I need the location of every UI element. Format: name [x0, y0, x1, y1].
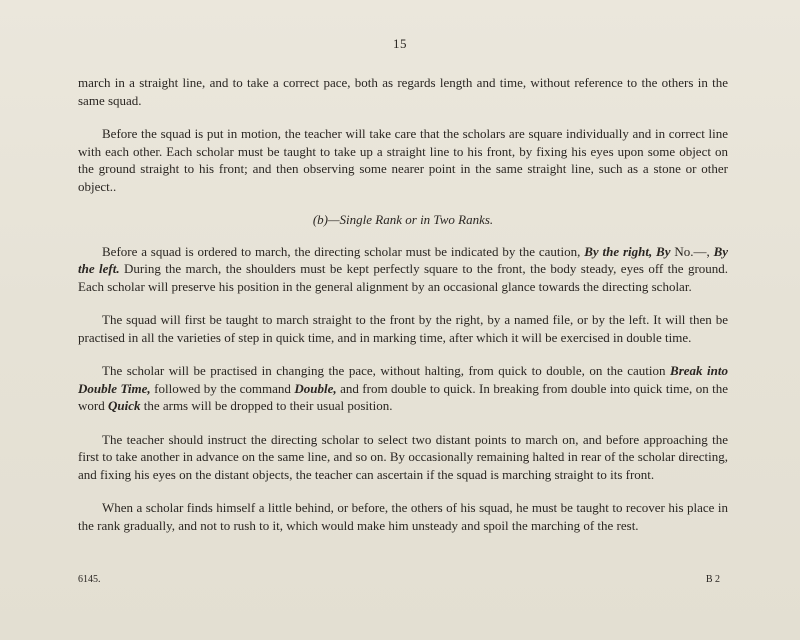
- page-footer: [78, 574, 728, 585]
- text-fragment: During the march, the shoulders must be kept perfectly square to the front, the body steady, eyes off the ground. Each scholar will preserve his position in the general alignment by an occasional glance towards the directing scholar.: [78, 261, 729, 294]
- caution-break-double: Break into Double Time,: [78, 363, 729, 396]
- command-double: Double,: [294, 380, 337, 396]
- page-number: 15: [393, 36, 407, 51]
- caution-by-the-left: By the left.: [78, 243, 729, 276]
- text-fragment: followed by the command: [154, 380, 291, 396]
- body-text: [78, 74, 728, 550]
- paragraph-recover-place: When a scholar finds himself a little behind, or before, the others of his squad, he must be taught to recover his place in the rank gradually, and not to rush to it, which would make him unsteady and spoil the marching of the rest.: [78, 500, 728, 533]
- caution-by-the-right: By the right, By: [584, 243, 671, 259]
- command-quick: Quick: [107, 398, 141, 413]
- text-fragment: Before a squad is ordered to march, the directing scholar must be indicated by the caution,: [102, 243, 581, 259]
- text-fragment: and from double to quick. In breaking from double into quick time, on the word: [78, 380, 729, 413]
- paragraph-march-front: The squad will first be taught to march straight to the front by the right, by a named file, or by the left. It will then be practised in all the varieties of step in quick time, and in marking time, after which it will be exercised in double time.: [78, 312, 728, 345]
- paragraph-changing-pace: [78, 362, 728, 415]
- paragraph-continuation: march in a straight line, and to take a correct pace, both as regards length and time, without reference to the others in the same squad.: [78, 75, 728, 108]
- text-fragment: The scholar will be practised in changing the pace, without halting, from quick to double, on the caution: [102, 363, 666, 378]
- print-code: 6145.: [78, 574, 101, 585]
- section-subheading: (b)—Single Rank or in Two Ranks.: [312, 212, 494, 227]
- signature-mark: B 2: [705, 574, 720, 585]
- text-fragment: the arms will be dropped to their usual position.: [143, 398, 393, 413]
- paragraph-directing-scholar: [78, 243, 728, 296]
- paragraph-distant-points: The teacher should instruct the directing scholar to select two distant points to march on, and before approaching the first to take another in advance on the same line, and so on. By occasionally remaining halted in rear of the scholar directing, and fixing his eyes on the distant objects, the teacher can ascertain if the squad is marching straight to its front.: [78, 431, 728, 482]
- text-fragment: No.—,: [674, 243, 710, 259]
- paragraph-squad-motion: Before the squad is put in motion, the teacher will take care that the scholars are square individually and in correct line with each other. Each scholar must be taught to take up a straight line to his front, by fixing his eyes upon some object on the ground straight to his front; and then observing some nearer point in the same straight line, such as a stone or other object..: [78, 126, 728, 194]
